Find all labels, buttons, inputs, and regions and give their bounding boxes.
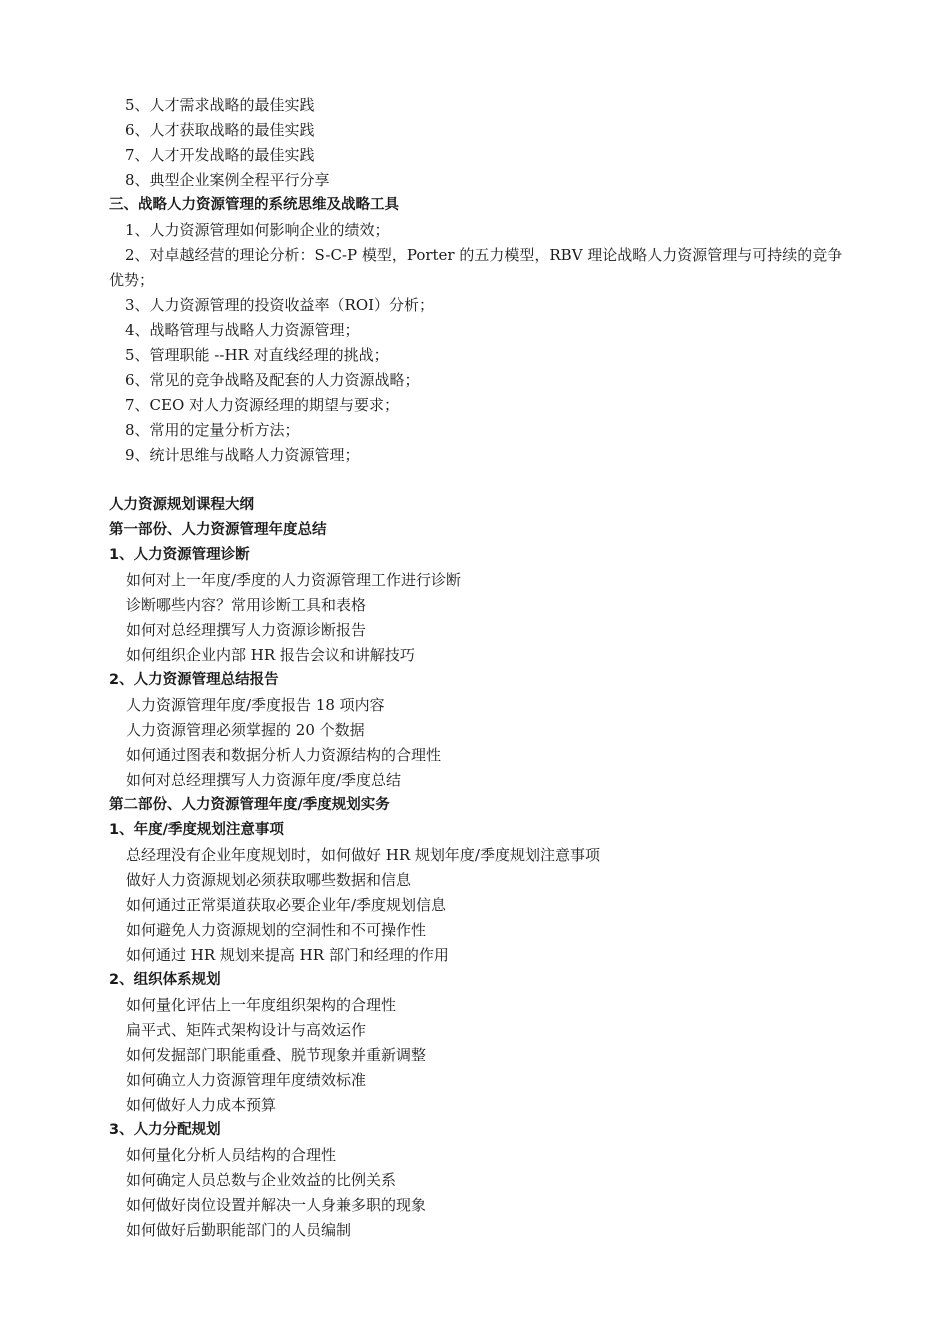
list-item: 如何通过图表和数据分析人力资源结构的合理性 (126, 746, 442, 764)
part-heading: 第二部份、人力资源管理年度/季度规划实务 (109, 797, 390, 813)
list-item: 1、人力资源管理如何影响企业的绩效； (125, 221, 390, 239)
list-item: 5、管理职能 --HR 对直线经理的挑战； (125, 346, 389, 364)
list-item: 如何量化评估上一年度组织架构的合理性 (126, 996, 397, 1014)
part-heading: 第一部份、人力资源管理年度总结 (109, 522, 327, 538)
list-item: 做好人力资源规划必须获取哪些数据和信息 (126, 871, 412, 889)
list-item: 如何通过正常渠道获取必要企业年/季度规划信息 (126, 896, 447, 914)
subsection-heading: 2、组织体系规划 (109, 972, 221, 988)
list-item: 如何发掘部门职能重叠、脱节现象并重新调整 (126, 1046, 427, 1064)
list-item: 如何对总经理撰写人力资源诊断报告 (126, 621, 367, 639)
list-item: 如何做好后勤职能部门的人员编制 (126, 1221, 352, 1239)
list-item: 9、统计思维与战略人力资源管理； (125, 446, 360, 464)
list-item: 总经理没有企业年度规划时，如何做好 HR 规划年度/季度规划注意事项 (126, 846, 600, 864)
spacer (109, 468, 844, 493)
document-body (109, 93, 844, 1243)
document-title: 人力资源规划课程大纲 (109, 497, 254, 513)
list-item: 6、常见的竞争战略及配套的人力资源战略； (125, 371, 420, 389)
list-item: 如何量化分析人员结构的合理性 (126, 1146, 337, 1164)
section-heading: 三、战略人力资源管理的系统思维及战略工具 (109, 197, 399, 213)
list-item: 4、战略管理与战略人力资源管理； (125, 321, 360, 339)
list-item: 2、对卓越经营的理论分析：S-C-P 模型，Porter 的五力模型，RBV 理论战略人力资源管理与可持续的竞争优势； (109, 246, 843, 289)
list-item: 7、CEO 对人力资源经理的期望与要求； (125, 396, 400, 414)
list-item: 如何对上一年度/季度的人力资源管理工作进行诊断 (126, 571, 462, 589)
list-item: 如何组织企业内部 HR 报告会议和讲解技巧 (126, 646, 415, 664)
list-item: 7、人才开发战略的最佳实践 (125, 146, 315, 164)
list-item: 8、常用的定量分析方法； (125, 421, 300, 439)
list-item: 如何确立人力资源管理年度绩效标准 (126, 1071, 367, 1089)
list-item: 如何做好岗位设置并解决一人身兼多职的现象 (126, 1196, 427, 1214)
list-item: 如何避免人力资源规划的空洞性和不可操作性 (126, 921, 427, 939)
list-item: 如何确定人员总数与企业效益的比例关系 (126, 1171, 397, 1189)
subsection-heading: 1、人力资源管理诊断 (109, 547, 250, 563)
list-item: 人力资源管理必须掌握的 20 个数据 (126, 721, 365, 739)
list-item: 6、人才获取战略的最佳实践 (125, 121, 315, 139)
list-item: 如何通过 HR 规划来提高 HR 部门和经理的作用 (126, 946, 449, 964)
list-item: 如何对总经理撰写人力资源年度/季度总结 (126, 771, 402, 789)
list-item: 3、人力资源管理的投资收益率（ROI）分析； (125, 296, 435, 314)
subsection-heading: 1、年度/季度规划注意事项 (109, 822, 284, 838)
list-item: 如何做好人力成本预算 (126, 1096, 277, 1114)
list-item: 人力资源管理年度/季度报告 18 项内容 (126, 696, 385, 714)
list-item: 诊断哪些内容？常用诊断工具和表格 (126, 596, 367, 614)
subsection-heading: 3、人力分配规划 (109, 1122, 221, 1138)
list-item: 扁平式、矩阵式架构设计与高效运作 (126, 1021, 367, 1039)
list-item: 8、典型企业案例全程平行分享 (125, 171, 330, 189)
list-item: 5、人才需求战略的最佳实践 (125, 96, 315, 114)
subsection-heading: 2、人力资源管理总结报告 (109, 672, 279, 688)
